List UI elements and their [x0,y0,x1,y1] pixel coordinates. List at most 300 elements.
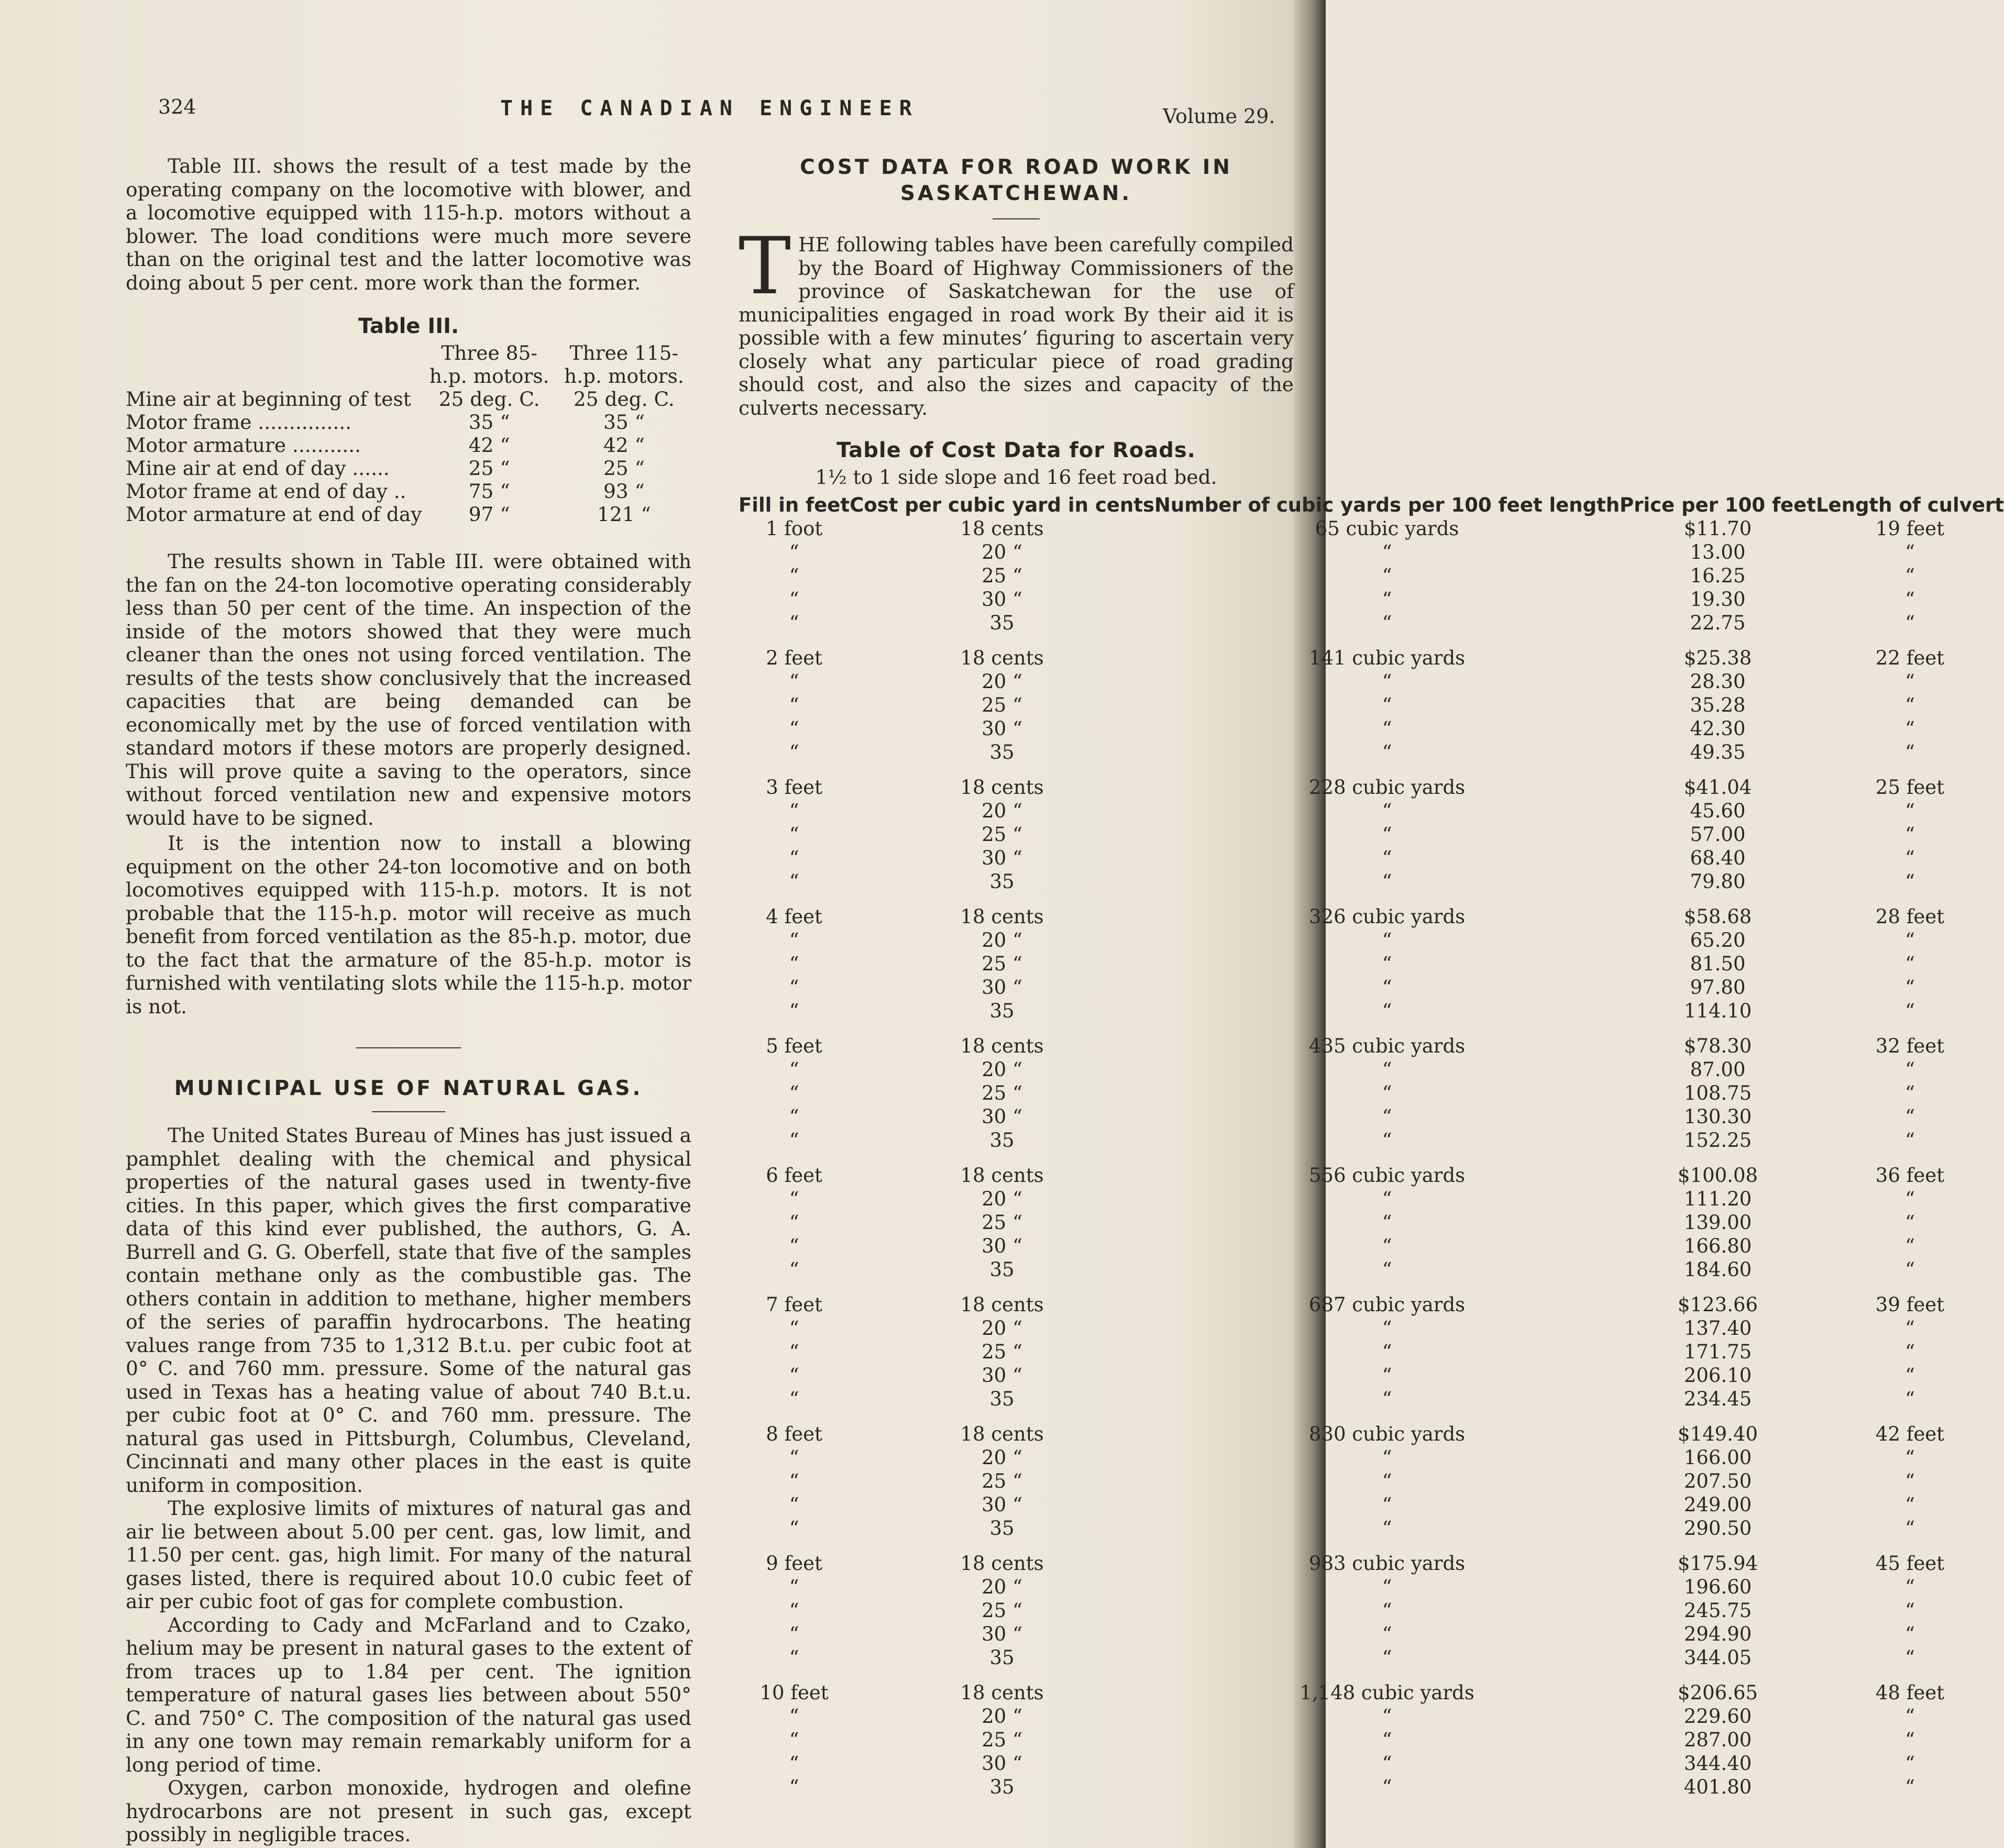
cost-cell: 18 cents [960,1422,1044,1445]
yards-cell: 65 cubic yards [1315,517,1459,540]
yards-cell: 556 cubic yards [1308,1164,1466,1187]
price-cell: 171.75 [1683,1340,1752,1363]
cost-table-row [739,1517,2004,1540]
right-column [739,154,2004,1799]
cost-cell: 20 “ [982,1058,1022,1081]
cost-table-row [739,717,2004,740]
gas-paragraph-3: According to Cady and McFarland and to Czako, helium may be present in natural gases to the extent of from traces up to 1.84 per cent. The ignition temperature of natural gases lies between about 550° C. and 750° C. The composition of the natural gas used in any one town may remain remarkably uniform for a long period of time. [126,1613,691,1776]
cost-table-row [739,823,2004,846]
group-gap [739,1411,2004,1422]
ditto-mark: “ [1904,1211,1915,1234]
price-cell: 16.25 [1690,564,1746,587]
ditto-mark: “ [1382,1752,1392,1775]
ditto-mark: “ [1382,1258,1392,1281]
cost-cell: 18 cents [960,646,1044,669]
cost-table-row [739,588,2004,611]
price-cell: 108.75 [1683,1081,1752,1104]
ditto-mark: “ [1904,1575,1915,1598]
cost-cell: 20 “ [982,799,1022,822]
ditto-mark: “ [1904,611,1915,634]
cost-cell: 25 “ [982,952,1022,975]
price-cell: 207.50 [1683,1469,1752,1492]
cost-cell: 35 [989,870,1015,893]
price-cell: 114.10 [1683,999,1752,1022]
cost-table-row [739,1128,2004,1152]
price-cell: $25.38 [1683,646,1752,669]
ditto-mark: “ [789,952,799,975]
price-cell: 97.80 [1690,976,1746,999]
ditto-mark: “ [1382,693,1392,716]
ditto-mark: “ [789,1493,799,1516]
ditto-mark: “ [789,823,799,846]
cost-cell: 25 “ [982,693,1022,716]
price-cell: 139.00 [1683,1211,1752,1234]
table3-cell: 42 “ [603,434,645,457]
ditto-mark: “ [789,1575,799,1598]
cost-cell: 35 [989,1517,1015,1540]
cost-table-row [739,952,2004,976]
culvert-cell: 32 feet [1875,1034,1944,1057]
header-number: Number of cubic yards per 100 feet length [1154,493,1620,516]
ditto-mark: “ [789,670,799,693]
ditto-mark: “ [1382,1128,1392,1152]
gas-heading: MUNICIPAL USE OF NATURAL GAS. [174,1077,643,1100]
table3-col1-head: Three 85- [441,341,537,364]
fill-cell: 9 feet [766,1552,822,1575]
yards-cell: 228 cubic yards [1308,776,1466,799]
cost-table-row [739,611,2004,635]
cost-cell: 20 “ [982,1575,1022,1598]
ditto-mark: “ [1904,670,1915,693]
cost-cell: 25 “ [982,823,1022,846]
ditto-mark: “ [789,1599,799,1622]
ditto-mark: “ [1904,1469,1915,1492]
ditto-mark: “ [789,999,799,1022]
cost-table-row [739,976,2004,999]
yards-cell: 830 cubic yards [1308,1422,1466,1445]
cost-cell: 25 “ [982,1469,1022,1492]
ditto-mark: “ [1904,1646,1915,1669]
ditto-mark: “ [1382,611,1392,634]
cost-table-row [739,1105,2004,1128]
section-divider [356,1047,461,1048]
table3-col2-head2: h.p. motors. [564,364,684,388]
ditto-mark: “ [789,540,799,563]
cost-table-row [739,905,2004,928]
cost-table-row [739,1552,2004,1575]
fill-cell: 7 feet [766,1293,822,1316]
ditto-mark: “ [789,1364,799,1387]
cost-cell: 35 [989,1128,1015,1152]
ditto-mark: “ [789,870,799,893]
cost-cell: 30 “ [982,588,1022,611]
table3-row [126,480,691,503]
yards-cell: 326 cubic yards [1308,905,1466,928]
cost-table-row [739,999,2004,1023]
fill-cell: 10 feet [759,1681,829,1704]
ditto-mark: “ [1904,1364,1915,1387]
price-cell: 166.00 [1683,1446,1752,1469]
table3-head-row [126,341,691,364]
ditto-mark: “ [1904,1340,1915,1363]
ditto-mark: “ [1382,1599,1392,1622]
ditto-mark: “ [1382,1364,1392,1387]
ditto-mark: “ [1382,1446,1392,1469]
fill-cell: 5 feet [766,1034,822,1057]
price-cell: 111.20 [1683,1187,1752,1210]
ditto-mark: “ [1904,870,1915,893]
ditto-mark: “ [1382,1646,1392,1669]
ditto-mark: “ [1904,717,1915,740]
cost-cell: 20 “ [982,1705,1022,1728]
table3-label: Mine air at beginning of test [126,388,411,411]
header-fill: Fill in feet [739,493,850,516]
price-cell: 290.50 [1683,1517,1752,1540]
ditto-mark: “ [789,693,799,716]
ditto-mark: “ [789,1316,799,1340]
ditto-mark: “ [789,1258,799,1281]
cost-cell: 30 “ [982,1105,1022,1128]
ditto-mark: “ [789,1105,799,1128]
ditto-mark: “ [789,1752,799,1775]
ditto-mark: “ [789,928,799,951]
cost-cell: 35 [989,999,1015,1022]
ditto-mark: “ [1904,823,1915,846]
fill-cell: 2 feet [766,646,822,669]
cost-table-row [739,1058,2004,1081]
cost-cell: 20 “ [982,540,1022,563]
cost-cell: 30 “ [982,1364,1022,1387]
culvert-cell: 19 feet [1875,517,1944,540]
table3-cell: 75 “ [468,480,510,503]
cost-table-row [739,1646,2004,1669]
ditto-mark: “ [1904,1752,1915,1775]
table3-row [126,411,691,434]
table3-cell: 42 “ [468,434,510,457]
ditto-mark: “ [1904,1187,1915,1210]
cost-cell: 18 cents [960,905,1044,928]
cost-cell: 18 cents [960,1293,1044,1316]
cost-cell: 35 [989,1258,1015,1281]
page-number: 324 [158,95,196,118]
ditto-mark: “ [1904,928,1915,951]
cost-cell: 30 “ [982,717,1022,740]
heading-rule [993,218,1040,219]
cost-table-row [739,1775,2004,1799]
ditto-mark: “ [1382,740,1392,763]
ditto-mark: “ [1382,1081,1392,1104]
ditto-mark: “ [789,1058,799,1081]
cost-cell: 35 [989,1646,1015,1669]
cost-cell: 25 “ [982,1728,1022,1751]
cost-table-row [739,670,2004,693]
table3-row [126,434,691,457]
header-length: Length of culvert [1815,493,2004,516]
gas-paragraph-4: Oxygen, carbon monoxide, hydrogen and olefine hydrocarbons are not present in such gas, except possibly in negligible traces. [126,1776,691,1846]
ditto-mark: “ [789,976,799,999]
cost-table-row [739,517,2004,540]
price-cell: 294.90 [1683,1622,1752,1645]
cost-cell: 18 cents [960,1552,1044,1575]
cost-table-row [739,646,2004,670]
ditto-mark: “ [789,1705,799,1728]
table3-title: Table III. [358,314,459,338]
cost-cell: 18 cents [960,1164,1044,1187]
ditto-mark: “ [1382,976,1392,999]
ditto-mark: “ [1904,1517,1915,1540]
cost-cell: 30 “ [982,1622,1022,1645]
price-cell: $175.94 [1678,1552,1758,1575]
ditto-mark: “ [789,1728,799,1751]
header-price: Price per 100 feet [1620,493,1816,516]
ditto-mark: “ [1382,1493,1392,1516]
group-gap [739,893,2004,905]
ditto-mark: “ [1382,1517,1392,1540]
cost-cell: 35 [989,740,1015,763]
ditto-mark: “ [1382,1469,1392,1492]
cost-table-row [739,1681,2004,1705]
ditto-mark: “ [1382,564,1392,587]
cost-table-row [739,1599,2004,1622]
ditto-mark: “ [1382,928,1392,951]
cost-table-row [739,799,2004,823]
table3 [126,341,691,526]
ditto-mark: “ [1904,564,1915,587]
price-cell: 42.30 [1690,717,1746,740]
ditto-mark: “ [1382,717,1392,740]
ditto-mark: “ [789,1081,799,1104]
ditto-mark: “ [1382,1105,1392,1128]
ditto-mark: “ [1904,540,1915,563]
ditto-mark: “ [1382,1187,1392,1210]
ditto-mark: “ [789,740,799,763]
culvert-cell: 48 feet [1875,1681,1944,1704]
ditto-mark: “ [1904,1446,1915,1469]
results-paragraph: The results shown in Table III. were obtained with the fan on the 24-ton locomotive operating considerably less than 50 per cent of the time. An inspection of the inside of the motors showed that they were much cleaner than the ones not using forced ventilation. The results of the tests show conclusively that the increased capacities that are being demanded can be economically met by the use of forced ventilation with standard motors if these motors are properly designed. This will prove quite a saving to the operators, since without forced ventilation new and expensive motors would have to be signed. [126,550,691,829]
ditto-mark: “ [1904,1316,1915,1340]
ditto-mark: “ [1904,1705,1915,1728]
cost-cell: 18 cents [960,1034,1044,1057]
ditto-mark: “ [1904,1728,1915,1751]
cost-table-row [739,1446,2004,1469]
culvert-cell: 45 feet [1875,1552,1944,1575]
ditto-mark: “ [789,588,799,611]
price-cell: 81.50 [1690,952,1746,975]
group-gap [739,1540,2004,1552]
ditto-mark: “ [1382,1234,1392,1257]
ditto-mark: “ [1904,999,1915,1022]
culvert-cell: 42 feet [1875,1422,1944,1445]
group-gap [739,635,2004,646]
ditto-mark: “ [789,1646,799,1669]
ditto-mark: “ [1382,1058,1392,1081]
ditto-mark: “ [1382,670,1392,693]
price-cell: 68.40 [1690,846,1746,869]
cost-table-row [739,1752,2004,1775]
ditto-mark: “ [1904,693,1915,716]
cost-table-row [739,1316,2004,1340]
yards-cell: 1,148 cubic yards [1300,1681,1474,1704]
price-cell: $41.04 [1683,776,1752,799]
yards-cell: 141 cubic yards [1308,646,1466,669]
ditto-mark: “ [789,717,799,740]
price-cell: 22.75 [1690,611,1746,634]
table3-label: Motor armature ........... [126,434,361,457]
ditto-mark: “ [1382,1387,1392,1410]
table3-cell: 25 deg. C. [573,388,675,411]
cost-table-row [739,1164,2004,1187]
group-gap [739,1023,2004,1034]
ditto-mark: “ [789,1128,799,1152]
ditto-mark: “ [789,611,799,634]
ditto-mark: “ [1382,999,1392,1022]
ditto-mark: “ [1904,1128,1915,1152]
ditto-mark: “ [1904,588,1915,611]
price-cell: 249.00 [1683,1493,1752,1516]
price-cell: 137.40 [1683,1316,1752,1340]
price-cell: $100.08 [1678,1164,1758,1187]
price-cell: 79.80 [1690,870,1746,893]
cost-table-row [739,1705,2004,1728]
cost-cell: 18 cents [960,517,1044,540]
intro-paragraph: Table III. shows the result of a test made by the operating company on the locomotive with blower, and a locomotive equipped with 115-h.p. motors without a blower. The load conditions were much more severe than on the original test and the latter locomotive was doing about 5 per cent. more work than the former. [126,154,691,294]
ditto-mark: “ [1904,1058,1915,1081]
table3-row [126,388,691,411]
cost-cell: 30 “ [982,1493,1022,1516]
ditto-mark: “ [1904,1599,1915,1622]
intro-block [739,221,1294,419]
price-cell: 57.00 [1690,823,1746,846]
fill-cell: 8 feet [766,1422,822,1445]
cost-table-row [739,1422,2004,1446]
price-cell: 229.60 [1683,1705,1752,1728]
cost-table-row [739,846,2004,870]
cost-table-row [739,1340,2004,1364]
left-column [126,154,691,1846]
table3-cell: 35 “ [603,411,645,434]
fill-cell: 6 feet [766,1164,822,1187]
group-gap [739,1281,2004,1293]
cost-table-row [739,1728,2004,1752]
fill-cell: 3 feet [766,776,822,799]
cost-cell: 18 cents [960,1681,1044,1704]
cost-table-row [739,1469,2004,1493]
price-cell: 130.30 [1683,1105,1752,1128]
ditto-mark: “ [1382,540,1392,563]
ditto-mark: “ [1382,1340,1392,1363]
price-cell: 87.00 [1690,1058,1746,1081]
ditto-mark: “ [789,1622,799,1645]
price-cell: 49.35 [1690,740,1746,763]
volume-label: Volume 29. [1163,105,1275,128]
cost-table-row [739,1187,2004,1211]
table3-cell: 25 “ [468,457,510,480]
table3-col1-head2: h.p. motors. [429,364,549,388]
ditto-mark: “ [1904,1105,1915,1128]
cost-table-row [739,540,2004,564]
cost-cell: 25 “ [982,564,1022,587]
table3-cell: 97 “ [468,503,510,526]
ditto-mark: “ [1382,1211,1392,1234]
ditto-mark: “ [789,564,799,587]
cost-table-row [739,1258,2004,1281]
ditto-mark: “ [789,1211,799,1234]
price-cell: 344.05 [1683,1646,1752,1669]
table3-label: Motor frame at end of day .. [126,480,406,503]
cost-cell: 25 “ [982,1081,1022,1104]
cost-table-row [739,740,2004,764]
cost-cell: 20 “ [982,1187,1022,1210]
cost-table-row [739,564,2004,588]
price-cell: 19.30 [1690,588,1746,611]
cost-table-row [739,1034,2004,1058]
price-cell: $206.65 [1678,1681,1758,1704]
table3-cell: 25 deg. C. [438,388,540,411]
ditto-mark: “ [1904,1081,1915,1104]
price-cell: 166.80 [1683,1234,1752,1257]
cost-cell: 35 [989,611,1015,634]
ditto-mark: “ [789,1234,799,1257]
ditto-mark: “ [1904,1493,1915,1516]
cost-cell: 30 “ [982,976,1022,999]
price-cell: $58.68 [1683,905,1752,928]
cost-table-row [739,1493,2004,1517]
culvert-cell: 22 feet [1875,646,1944,669]
ditto-mark: “ [1382,588,1392,611]
ditto-mark: “ [1904,952,1915,975]
cost-cell: 20 “ [982,1446,1022,1469]
table3-col2-head: Three 115- [569,341,679,364]
ditto-mark: “ [1382,870,1392,893]
table3-label: Motor armature at end of day [126,503,422,526]
ditto-mark: “ [789,1187,799,1210]
cost-cell: 20 “ [982,928,1022,951]
journal-title: THE CANADIAN ENGINEER [500,96,919,120]
ditto-mark: “ [789,799,799,822]
cost-intro-paragraph: HE following tables have been carefully compiled by the Board of Highway Commissioners of the province of Saskatchewan for the use of municipalities engaged in road work By their aid it is possible with a few minutes’ figuring to ascertain very closely what any particular piece of road grading should cost, and also the sizes and capacity of the culverts necessary. [739,233,1294,419]
price-cell: 196.60 [1683,1575,1752,1598]
ditto-mark: “ [1904,976,1915,999]
page-header [0,89,1294,126]
ditto-mark: “ [1382,799,1392,822]
ditto-mark: “ [1382,823,1392,846]
cost-cell: 30 “ [982,846,1022,869]
fill-cell: 1 foot [765,517,823,540]
drop-cap: T [739,221,791,312]
cost-table-row [739,1211,2004,1234]
ditto-mark: “ [789,1775,799,1798]
gas-paragraph-2: The explosive limits of mixtures of natural gas and air lie between about 5.00 per cent. gas, low limit, and 11.50 per cent. gas, high limit. For many of the natural gases listed, there is required about 10.0 cubic feet of air per cubic foot of gas for complete combustion. [126,1497,691,1613]
ditto-mark: “ [1904,1387,1915,1410]
culvert-cell: 25 feet [1875,776,1944,799]
cost-table-row [739,1364,2004,1387]
heading-rule [372,1111,445,1112]
ditto-mark: “ [1904,1622,1915,1645]
cost-table-row [739,870,2004,893]
cost-table-row [739,928,2004,952]
ditto-mark: “ [789,1446,799,1469]
price-cell: $11.70 [1683,517,1752,540]
cost-cell: 20 “ [982,1316,1022,1340]
price-cell: 35.28 [1690,693,1746,716]
group-gap [739,1152,2004,1164]
ditto-mark: “ [1382,846,1392,869]
cost-cell: 35 [989,1775,1015,1798]
culvert-cell: 28 feet [1875,905,1944,928]
cost-cell: 30 “ [982,1752,1022,1775]
cost-table-row [739,1575,2004,1599]
ditto-mark: “ [1382,1575,1392,1598]
